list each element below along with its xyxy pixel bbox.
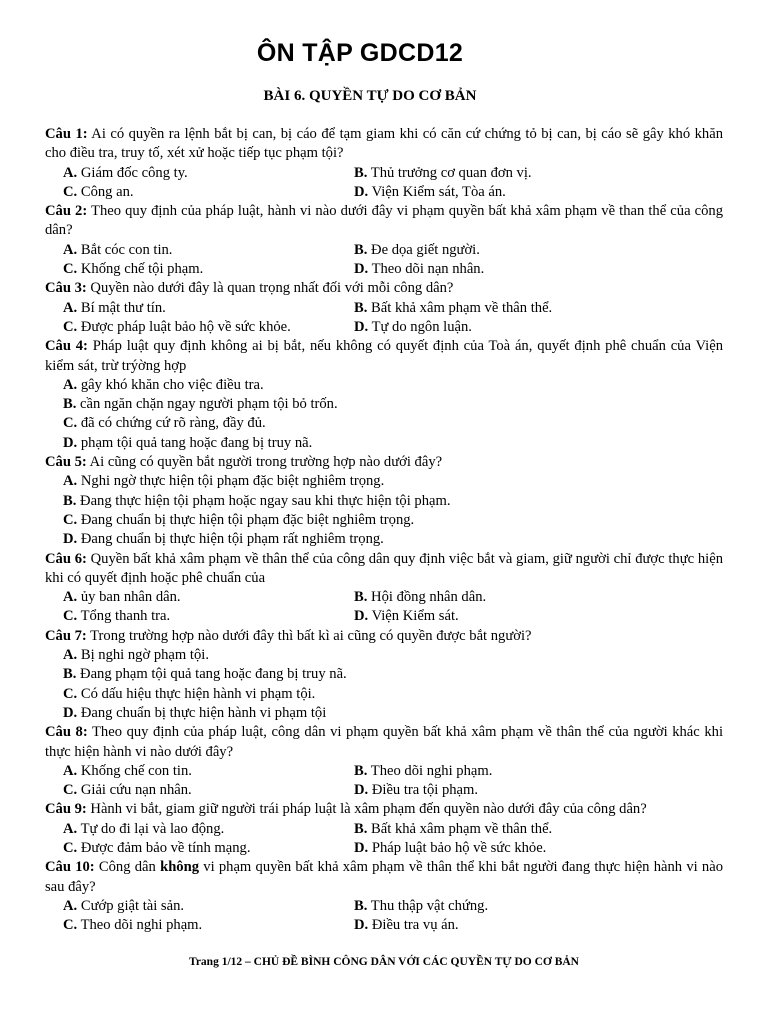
option-label: D. [354, 183, 369, 200]
option-text: Bắt cóc con tin. [77, 241, 173, 258]
question-number: Câu 5: [45, 454, 87, 471]
option [45, 318, 350, 337]
question-keyword: không [160, 859, 200, 876]
option-row [45, 318, 723, 337]
option [350, 241, 723, 260]
option-text: Thủ trưởng cơ quan đơn vị. [367, 164, 532, 181]
option-label: D. [354, 261, 369, 278]
option [45, 414, 723, 433]
question [45, 723, 723, 762]
option-row [45, 897, 723, 916]
option [45, 685, 723, 704]
question-number: Câu 1: [45, 126, 88, 142]
option-text: Công an. [77, 183, 134, 200]
option [350, 839, 723, 858]
option-label: C. [63, 261, 78, 278]
option-label: C. [63, 511, 78, 528]
option [45, 395, 723, 414]
option-row [45, 588, 723, 607]
option-text: Pháp luật bảo hộ về sức khỏe. [368, 839, 547, 856]
option [45, 434, 723, 453]
option-label: B. [354, 164, 368, 181]
option [45, 820, 350, 839]
option-label: D. [63, 704, 78, 721]
option [45, 530, 723, 549]
option-label: D. [354, 782, 369, 799]
question-number: Câu 8: [45, 724, 88, 741]
option-label: B. [354, 241, 368, 258]
option-label: B. [354, 762, 368, 779]
option-label: A. [63, 473, 78, 490]
option [45, 492, 723, 511]
option-label: D. [354, 839, 369, 856]
option [45, 183, 350, 202]
question-text: Hành vi bắt, giam giữ người trái pháp luật là xâm phạm đến quyền nào dưới đây của công dân? [86, 801, 647, 818]
option-text: Điều tra tội phạm. [368, 782, 479, 799]
option-label: B. [63, 666, 77, 683]
option [350, 916, 723, 935]
question [45, 627, 723, 646]
option-text: cần ngăn chặn ngay người phạm tội bỏ trốn. [76, 396, 338, 413]
option-label: A. [63, 820, 78, 837]
option-text: Theo dõi nạn nhân. [368, 261, 485, 278]
option-text: Đang chuẩn bị thực hiện hành vi phạm tội [77, 704, 327, 721]
option-text: Khống chế con tin. [77, 762, 192, 779]
option-text: Bất khả xâm phạm về thân thể. [367, 299, 553, 316]
option-row [45, 183, 723, 202]
option [350, 588, 723, 607]
question-number: Câu 9: [45, 801, 87, 818]
option-label: A. [63, 589, 78, 606]
option [45, 241, 350, 260]
option-label: B. [63, 492, 77, 509]
option [45, 376, 723, 395]
question-number: Câu 6: [45, 550, 87, 567]
option-label: C. [63, 608, 78, 625]
option-text: ủy ban nhân dân. [77, 589, 181, 606]
question-text: Quyền bất khả xâm phạm về thân thể của công dân quy định việc bắt và giam, giữ người chỉ được thực hiện khi có quyết định hoặc phê chuẩn của [45, 550, 723, 586]
question-text: Quyền nào dưới đây là quan trọng nhất đối với mỗi công dân? [86, 280, 454, 297]
question [45, 453, 723, 472]
option-label: D. [63, 434, 78, 451]
option-label: D. [354, 608, 369, 625]
option-label: A. [63, 376, 78, 393]
option-label: B. [63, 396, 77, 413]
option-text: Đang phạm tội quả tang hoặc đang bị truy nã. [76, 666, 347, 683]
option-row [45, 762, 723, 781]
option [45, 781, 350, 800]
option-text: Được đảm bảo về tính mạng. [77, 839, 251, 856]
option-text: Giám đốc công ty. [77, 164, 188, 181]
question-list [45, 125, 723, 935]
option-row [45, 839, 723, 858]
option [45, 260, 350, 279]
option-label: A. [63, 299, 78, 316]
option-row [45, 607, 723, 626]
option-text: Đang chuẩn bị thực hiện tội phạm rất nghiêm trọng. [77, 531, 384, 548]
question-text: vi phạm quyền bất khả xâm phạm về thân thể khi bắt người đang thực hiện hành vi nào sau đây? [45, 859, 723, 895]
option-label: B. [354, 299, 368, 316]
question [45, 125, 723, 164]
option-text: Giải cứu nạn nhân. [77, 782, 192, 799]
option [350, 260, 723, 279]
option [350, 781, 723, 800]
option-row [45, 916, 723, 935]
question-text: Ai cũng có quyền bắt người trong trường hợp nào dưới đây? [86, 454, 443, 471]
question-number: Câu 10: [45, 859, 95, 876]
option [45, 704, 723, 723]
option-label: C. [63, 183, 78, 200]
page-title: ÔN TẬP GDCD12 [256, 39, 464, 67]
question-text: Pháp luật quy định không ai bị bắt, nếu không có quyết định của Toà án, quyết định phê chuẩn của Viện kiểm sát, trừ trýờng hợp [45, 338, 723, 374]
option-label: C. [63, 318, 78, 335]
option [45, 762, 350, 781]
option-text: Theo dõi nghi phạm. [77, 917, 203, 934]
option [350, 897, 723, 916]
question [45, 202, 723, 241]
option [350, 762, 723, 781]
question-text: Trong trường hợp nào dưới đây thì bất kì ai cũng có quyền được bắt người? [86, 627, 532, 644]
option-label: C. [63, 839, 78, 856]
option-text: Tổng thanh tra. [77, 608, 171, 625]
option-label: A. [63, 762, 78, 779]
question [45, 800, 723, 819]
option-label: A. [63, 241, 78, 258]
lesson-subtitle: BÀI 6. QUYỀN TỰ DO CƠ BẢN [263, 88, 477, 104]
option-label: B. [354, 897, 368, 914]
option-label: D. [354, 917, 369, 934]
question-number: Câu 2: [45, 203, 88, 220]
option-label: C. [63, 415, 78, 432]
question-text: Theo quy định của pháp luật, hành vi nào dưới đây vi phạm quyền bất khả xâm phạm về than thể của công dân? [45, 203, 723, 239]
option [45, 665, 723, 684]
option-text: Có dấu hiệu thực hiện hành vi phạm tội. [77, 685, 316, 702]
page-footer: Trang 1/12 – CHỦ ĐỀ BÌNH CÔNG DÂN VỚI CÁC QUYỀN TỰ DO CƠ BẢN [189, 956, 579, 968]
option [350, 183, 723, 202]
option-text: Cướp giật tài sản. [77, 897, 185, 914]
option [350, 607, 723, 626]
option-text: Bất khả xâm phạm về thân thể. [367, 820, 553, 837]
option-text: phạm tội quả tang hoặc đang bị truy nã. [77, 434, 313, 451]
question-number: Câu 4: [45, 338, 88, 355]
option-text: Hội đồng nhân dân. [367, 589, 487, 606]
option [350, 164, 723, 183]
question [45, 337, 723, 376]
option-label: C. [63, 917, 78, 934]
option-row [45, 299, 723, 318]
option-text: Thu thập vật chứng. [367, 897, 489, 914]
option-row [45, 820, 723, 839]
option-row [45, 241, 723, 260]
option [45, 588, 350, 607]
option-label: D. [63, 531, 78, 548]
option [45, 472, 723, 491]
option-text: Viện Kiểm sát, Tòa án. [368, 183, 506, 200]
option [350, 318, 723, 337]
option-label: C. [63, 782, 78, 799]
question-text: Công dân [94, 859, 161, 876]
option [45, 646, 723, 665]
option [350, 299, 723, 318]
option-label: A. [63, 647, 78, 664]
option-row [45, 260, 723, 279]
option-label: B. [354, 589, 368, 606]
option [45, 607, 350, 626]
option-label: A. [63, 897, 78, 914]
question-number: Câu 7: [45, 627, 87, 644]
question [45, 858, 723, 897]
question-text: Ai có quyền ra lệnh bắt bị can, bị cáo để tạm giam khi có căn cứ chứng tỏ bị can, bị cáo sẽ gây khó khăn cho điều tra, truy tố, xét xử hoặc tiếp tục phạm tội? [45, 126, 723, 162]
option-text: đã có chứng cứ rõ ràng, đầy đủ. [77, 415, 266, 432]
question-number: Câu 3: [45, 280, 87, 297]
option-text: Theo dõi nghi phạm. [367, 762, 493, 779]
option-text: Khống chế tội phạm. [77, 261, 204, 278]
option-text: Điều tra vụ án. [368, 917, 459, 934]
question-text: Theo quy định của pháp luật, công dân vi phạm quyền bất khả xâm phạm về thân thể của người khác khi thực hiện hành vi nào dưới đây? [45, 724, 723, 760]
question [45, 550, 723, 589]
option [45, 839, 350, 858]
option-text: Bí mật thư tín. [77, 299, 166, 316]
option [350, 820, 723, 839]
option-label: A. [63, 164, 78, 181]
option-text: Tự do ngôn luận. [368, 318, 472, 335]
option [45, 164, 350, 183]
option-text: Nghi ngờ thực hiện tội phạm đặc biệt nghiêm trọng. [77, 473, 385, 490]
option-text: Viện Kiểm sát. [368, 608, 459, 625]
option-text: Được pháp luật bảo hộ về sức khỏe. [77, 318, 291, 335]
option-text: Đe dọa giết người. [367, 241, 480, 258]
option-text: gây khó khăn cho việc điều tra. [77, 376, 264, 393]
option-label: B. [354, 820, 368, 837]
option-text: Đang chuẩn bị thực hiện tội phạm đặc biệt nghiêm trọng. [77, 511, 415, 528]
question [45, 279, 723, 298]
option-text: Tự do đi lại và lao động. [77, 820, 225, 837]
option-row [45, 164, 723, 183]
option [45, 511, 723, 530]
option-label: C. [63, 685, 78, 702]
option [45, 916, 350, 935]
option [45, 299, 350, 318]
option-text: Bị nghi ngờ phạm tội. [77, 647, 209, 664]
option [45, 897, 350, 916]
option-label: D. [354, 318, 369, 335]
option-text: Đang thực hiện tội phạm hoặc ngay sau khi thực hiện tội phạm. [76, 492, 451, 509]
option-row [45, 781, 723, 800]
